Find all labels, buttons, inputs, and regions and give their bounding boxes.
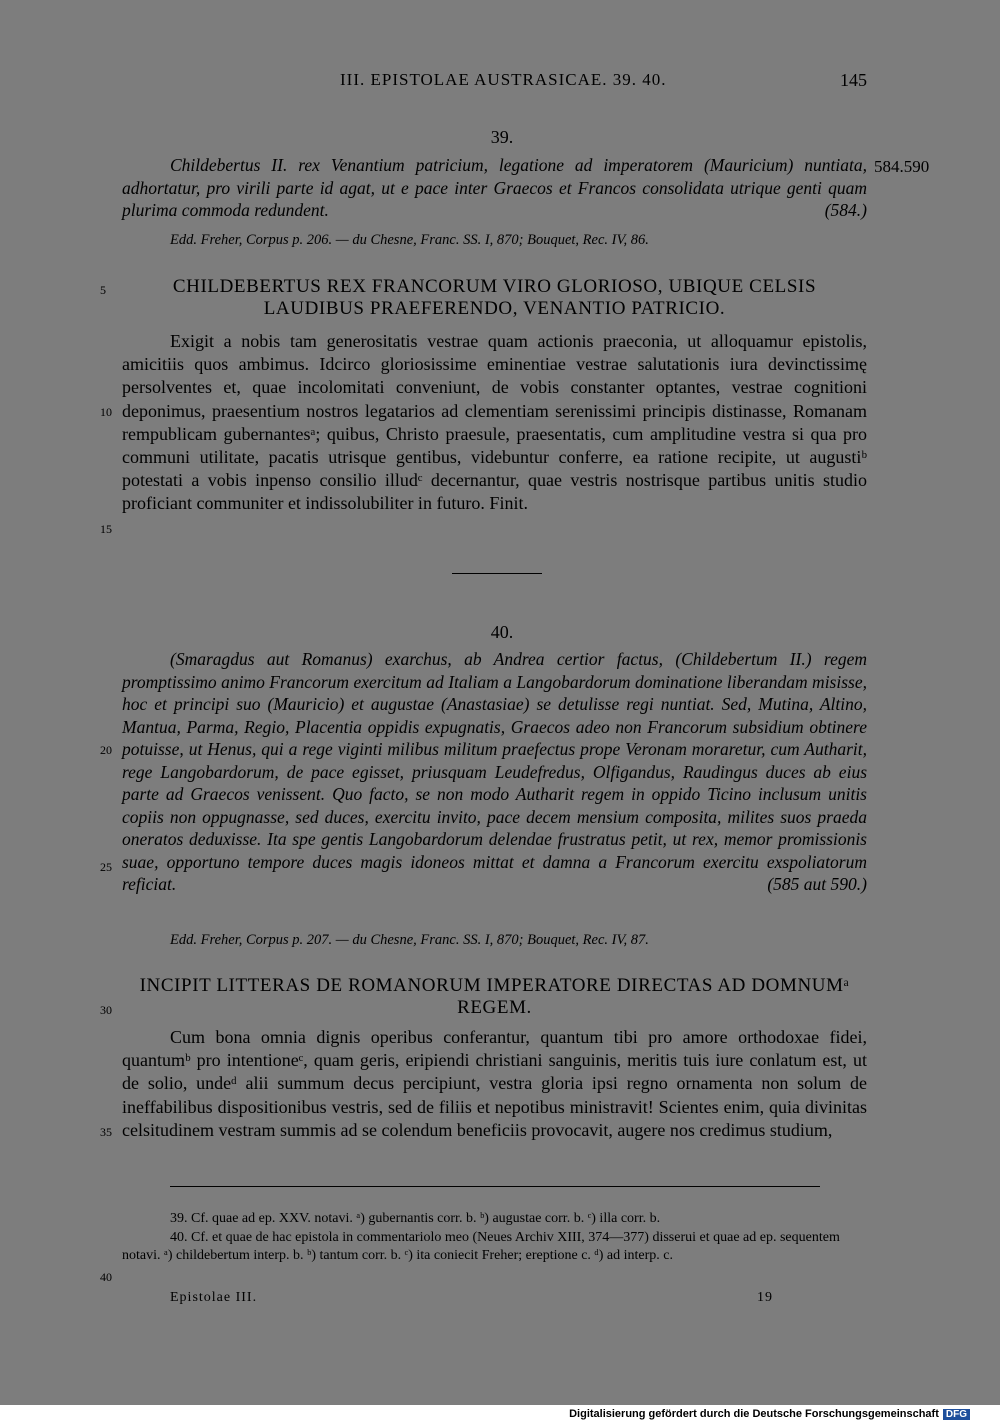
footnote-39: 39. Cf. quae ad ep. XXV. notavi. ᵃ) gubernantis corr. b. ᵇ) augustae corr. b. ᶜ) illa corr. b.	[170, 1211, 661, 1226]
line-number: 30	[100, 1003, 112, 1017]
footnote-40: 40. Cf. et quae de hac epistola in commentariolo meo (Neues Archiv XIII, 374—377) disserui et quae ad ep. sequentem notavi. ᵃ) childebertum interp. b. ᵇ) tantum corr. b. ᶜ) ita coniecit Freher; ereptione c. ᵈ) ad interp. c.	[122, 1230, 840, 1263]
line-number: 5	[100, 283, 106, 297]
funding-banner	[569, 1408, 970, 1420]
letter-40-summary-text: (Smaragdus aut Romanus) exarchus, ab Andrea certior factus, (Childebertum II.) regem promptissimo animo Francorum exercitum ad Italiam a Langobardorum dominatione liberandam misisse, hoc et principi suo (Mauricio) et augustae (Anastasiae) se detulisse regi nuntiat. Sed, Mutina, Altino, Mantua, Parma, Regio, Placentia oppidis expugnatis, Graecos adeo non Francorum subsidium obtinere potuisse, ut Henus, qui a rege viginti milibus militum praefectus prope Veronam moraretur, cum Autharit, rege Langobardorum, de pace egisset, priusquam Leudefredus, Olfigandus, Raudingus duces ab eius parte ad Graecos venissent. Quo facto, se non modo Autharit regem in oppido Ticino inclusum unitis copiis non oppugnasse, sed duces, exercitu invito, pace decem mensium composita, milites suos praeda oneratos deduxisse. Ita spe gentis Langobardorum delendae frustratus petit, ut rex, memor promissionis suae, opportuno tempore duces magis idoneos mittat et damna a Francorum exercitu exspoliatorum reficiat.	[122, 649, 867, 894]
signature-number: 19	[757, 1290, 773, 1305]
line-number: 25	[100, 860, 112, 874]
letter-40-date: (585 aut 590.)	[767, 874, 867, 894]
letter-40-editions: Edd. Freher, Corpus p. 207. — du Chesne, Franc. SS. I, 870; Bouquet, Rec. IV, 87.	[170, 932, 649, 948]
letter-40-summary	[122, 648, 867, 896]
dfg-logo-icon: DFG	[943, 1409, 970, 1420]
letter-39-editions: Edd. Freher, Corpus p. 206. — du Chesne, Franc. SS. I, 870; Bouquet, Rec. IV, 86.	[170, 232, 649, 248]
letter-39-summary-text: Childebertus II. rex Venantium patricium, legatione ad imperatorem (Mauricium) nuntiata, adhortatur, pro virili parte id agat, ut e pace inter Graecos et Francos consolidata utrique genti quam plurima commoda redundent.	[122, 155, 867, 220]
line-number: 40	[100, 1270, 112, 1284]
page-number: 145	[840, 70, 867, 90]
line-number: 35	[100, 1125, 112, 1139]
footnote-rule	[170, 1186, 820, 1187]
letter-39-summary	[122, 154, 867, 222]
running-title: III. EPISTOLAE AUSTRASICAE. 39. 40.	[340, 70, 667, 89]
letter-40-heading: INCIPIT LITTERAS DE ROMANORUM IMPERATORE DIRECTAS AD DOMNUMᵃ REGEM.	[139, 975, 850, 1018]
letter-40-body: Cum bona omnia dignis operibus conferantur, quantum tibi pro amore orthodoxae fidei, quantumᵇ pro intentioneᶜ, quam geris, eripiendi christiani sanguinis, meritis tuis iure conlatum est, ut de solio, undeᵈ alii summum decus percipiunt, vestra gloria ipsi regno ornamenta non solum de ineffabilibus dispositionibus vestris, sed de filiis et nepotibus ministravit! Scientes enim, quia divinitas celsitudinem vestram summis ad se colendum beneficiis provocavit, augere nos credimus studium,	[122, 1027, 867, 1140]
margin-date-39: 584.590	[874, 157, 930, 176]
letter-40-number: 40.	[490, 622, 514, 642]
letter-39-body: Exigit a nobis tam generositatis vestrae quam actionis praeconia, ut alloquamur epistolis, amicitiis quos ambimus. Idcirco gloriosissime eminentiae vestrae salutationis iura devinctissimę persolventes et, quae incolomitati conveniunt, de vobis constanter optantes, vestrae cognitioni deponimus, praesentium nostros legatarios ad clementiam serenissimi principis distinasse, Romanam rempublicam gubernantesᵃ; quibus, Christo praesule, praesentatis, cum amplitudine vestra si qua pro communi utilitate, pacatis utrisque gentibus, videbuntur conferre, ea ratione recipite, ut augustiᵇ potestati a vobis inpenso consilio illudᶜ decernantur, quae vestris nostrisque partibus unitis studio proficiant communiter et indissolubiliter in futuro. Finit.	[122, 331, 867, 514]
signature-mark: Epistolae III.	[170, 1290, 258, 1305]
line-number: 10	[100, 405, 112, 419]
line-number: 20	[100, 743, 112, 757]
letter-39-number: 39.	[490, 127, 514, 147]
letter-39-date: (584.)	[824, 200, 867, 220]
line-number: 15	[100, 522, 112, 536]
letter-39-heading: CHILDEBERTUS REX FRANCORUM VIRO GLORIOSO, UBIQUE CELSIS LAUDIBUS PRAEFERENDO, VENANTIO PATRICIO.	[172, 276, 817, 319]
section-divider	[452, 573, 542, 574]
funding-text: Digitalisierung gefördert durch die Deutsche Forschungsgemeinschaft	[569, 1408, 939, 1420]
